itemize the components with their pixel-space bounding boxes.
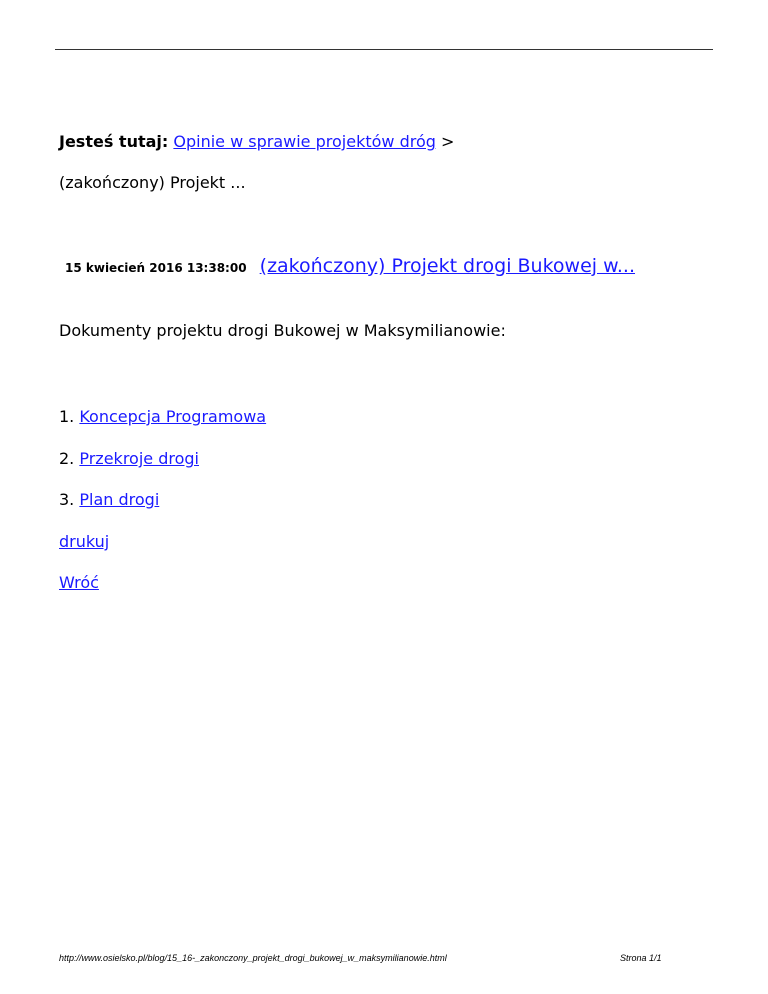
print-link[interactable]: drukuj: [59, 532, 110, 551]
document-number: 2.: [59, 449, 75, 468]
breadcrumb: [59, 132, 454, 151]
document-item: [59, 407, 266, 426]
back-link-row: [59, 573, 99, 592]
breadcrumb-link-opinie[interactable]: Opinie w sprawie projektów dróg: [173, 132, 436, 151]
document-item: [59, 449, 199, 468]
document-link-plan[interactable]: Plan drogi: [79, 490, 160, 509]
print-link-row: [59, 532, 109, 551]
article-date: 15 kwiecień 2016 13:38:00: [65, 261, 247, 275]
footer-page-number: Strona 1/1: [620, 953, 662, 963]
document-link-koncepcja[interactable]: Koncepcja Programowa: [79, 407, 267, 426]
breadcrumb-current: (zakończony) Projekt ...: [59, 173, 246, 192]
header-divider: [55, 49, 713, 50]
document-item: [59, 490, 159, 509]
breadcrumb-label: Jesteś tutaj:: [59, 132, 169, 151]
article-header: [65, 255, 635, 277]
footer-url: http://www.osielsko.pl/blog/15_16-_zakonczony_projekt_drogi_bukowej_w_maksymilianowie.html: [59, 953, 447, 963]
article-intro: Dokumenty projektu drogi Bukowej w Maksymilianowie:: [59, 321, 506, 340]
breadcrumb-separator: >: [441, 132, 455, 151]
back-link[interactable]: Wróć: [59, 573, 99, 592]
document-number: 1.: [59, 407, 75, 426]
article-title-link[interactable]: (zakończony) Projekt drogi Bukowej w...: [259, 255, 636, 277]
document-number: 3.: [59, 490, 75, 509]
document-link-przekroje[interactable]: Przekroje drogi: [79, 449, 199, 468]
